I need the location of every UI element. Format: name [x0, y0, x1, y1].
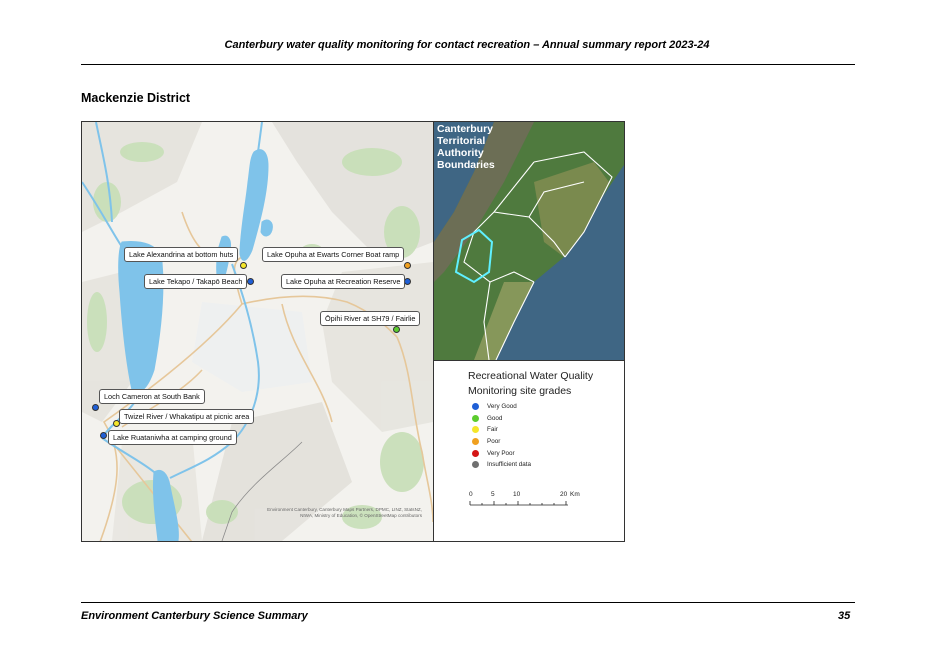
section-title: Mackenzie District [81, 91, 191, 105]
header-rule [81, 64, 855, 65]
site-dot-lake-ruataniwha[interactable] [100, 432, 107, 439]
scale-unit: Km [570, 491, 580, 498]
site-dot-opihi-river[interactable] [393, 326, 400, 333]
site-label-lake-tekapo: Lake Tekapo / Takapō Beach [144, 274, 247, 289]
site-label-twizel-river: Twizel River / Whakatipu at picnic area [119, 409, 254, 424]
scale-tick-0: 0 [469, 491, 473, 498]
legend-item-very-poor: Very Poor [472, 447, 531, 459]
site-label-lake-ruataniwha: Lake Ruataniwha at camping ground [108, 430, 237, 445]
legend-dot-fair [472, 426, 479, 433]
main-map[interactable] [82, 122, 433, 541]
page-header-title: Canterbury water quality monitoring for contact recreation – Annual summary report 2023-24 [224, 39, 710, 51]
site-label-lake-alexandrina: Lake Alexandrina at bottom huts [124, 247, 238, 262]
inset-title: Canterbury Territorial Authority Boundaries [437, 123, 495, 171]
site-dot-loch-cameron[interactable] [92, 404, 99, 411]
scale-bar [468, 489, 588, 511]
scale-tick-20: 20 [560, 491, 568, 498]
site-dot-lake-opuha-ewarts[interactable] [404, 262, 411, 269]
site-label-opihi-river: Ōpihi River at SH79 / Fairlie [320, 311, 420, 326]
page-number: 35 [838, 610, 851, 622]
site-label-loch-cameron: Loch Cameron at South Bank [99, 389, 205, 404]
legend-title: Recreational Water Quality Monitoring site grades [468, 370, 594, 397]
footer-rule [81, 602, 855, 603]
map-legend [433, 360, 625, 542]
legend-item-good: Good [472, 413, 531, 425]
site-dot-lake-opuha-reserve[interactable] [404, 278, 411, 285]
footer-publication: Environment Canterbury Science Summary [81, 610, 308, 622]
map-attribution: Environment Canterbury, Canterbury Maps Partners, DPMC, LINZ, StatsNZ, NIWA, Ministry of Education, © OpenStreetMap contributors [267, 507, 422, 518]
scale-tick-10: 10 [513, 491, 521, 498]
legend-dot-insufficient-data [472, 461, 479, 468]
legend-dot-poor [472, 438, 479, 445]
site-label-lake-opuha-reserve: Lake Opuha at Recreation Reserve [281, 274, 405, 289]
legend-item-poor: Poor [472, 436, 531, 448]
map-figure [81, 121, 625, 542]
inset-map [433, 122, 625, 360]
site-label-lake-opuha-ewarts: Lake Opuha at Ewarts Corner Boat ramp [262, 247, 404, 262]
legend-dot-good [472, 415, 479, 422]
main-map-canvas [82, 122, 433, 541]
legend-item-insufficient-data: Insufficient data [472, 459, 531, 471]
legend-item-fair: Fair [472, 424, 531, 436]
legend-dot-very-good [472, 403, 479, 410]
site-dot-lake-alexandrina[interactable] [240, 262, 247, 269]
legend-items [472, 401, 531, 471]
legend-dot-very-poor [472, 450, 479, 457]
legend-item-very-good: Very Good [472, 401, 531, 413]
scale-tick-5: 5 [491, 491, 495, 498]
site-dot-lake-tekapo[interactable] [247, 278, 254, 285]
